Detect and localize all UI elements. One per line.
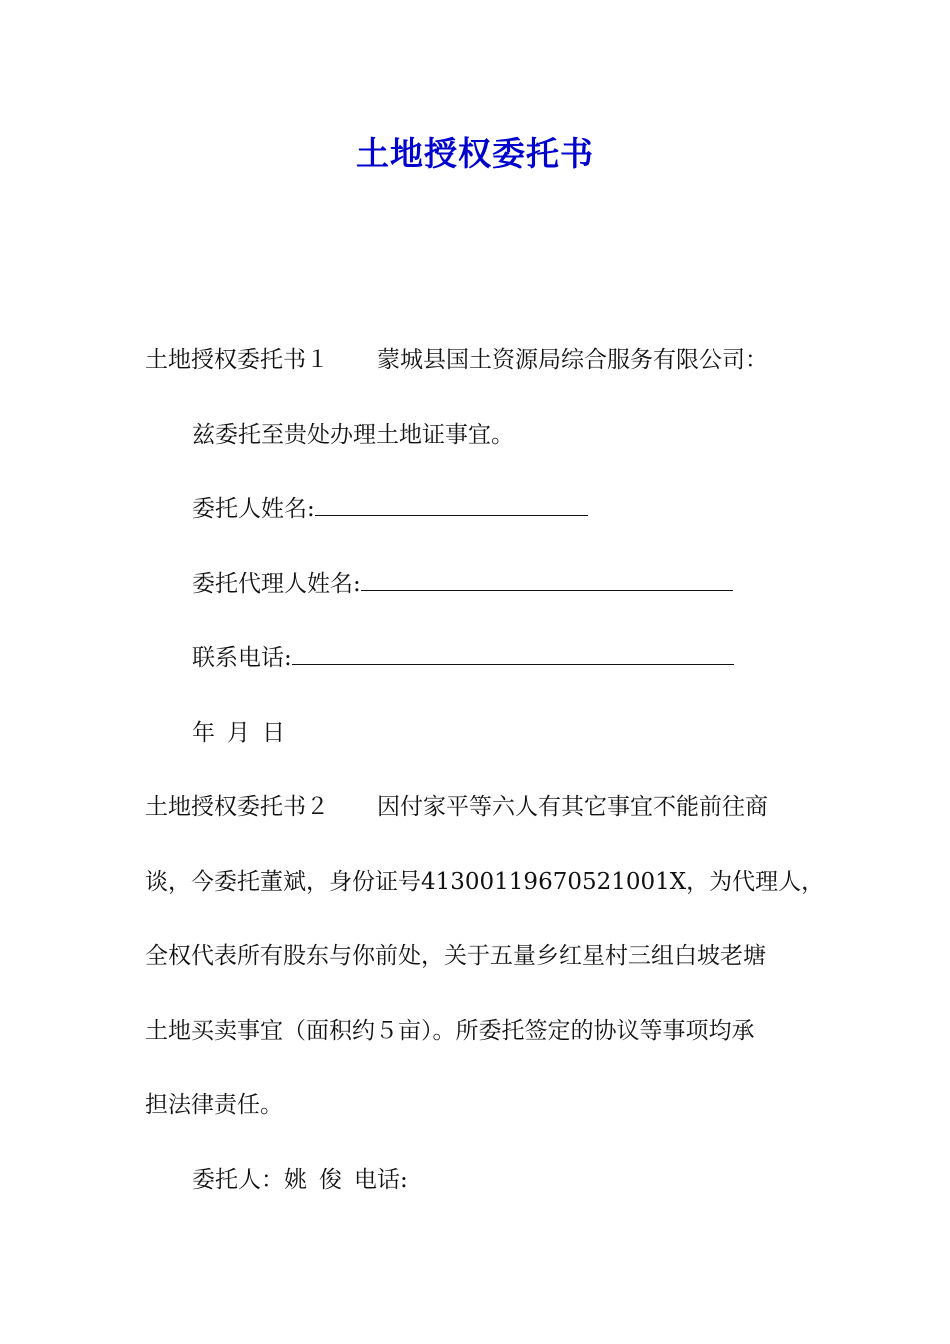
section2-principal-name-2: 俊 [319,1167,342,1193]
date-year: 年 [192,720,215,746]
section2-line4: 土地买卖事宜（面积约５亩）。所委托签定的协议等事项均承 [145,1018,755,1044]
section2-principal-line [192,1165,408,1195]
section2-principal-label: 委托人： [192,1167,284,1193]
phone-label: 联系电话: [192,645,292,671]
phone-line [192,643,734,673]
document-title: 土地授权委托书 [356,134,594,173]
section2-line3: 全权代表所有股东与你前处，关于五量乡红星村三组白坡老塘 [145,943,766,969]
agent-name-blank [361,570,733,591]
section2-phone-label: 电话: [354,1167,408,1193]
principal-name-blank [315,495,588,516]
section1-heading: 土地授权委托书１ [145,347,329,373]
section1-body: 兹委托至贵处办理土地证事宜。 [192,422,514,448]
phone-blank [292,644,734,665]
section1-first-line [145,345,768,375]
date-line [192,718,285,748]
principal-name-line [192,494,588,524]
agent-name-line [192,569,733,599]
section2-line5: 担法律责任。 [145,1092,283,1118]
principal-name-label: 委托人姓名: [192,496,315,522]
date-day: 日 [262,720,285,746]
section2-first-line [145,792,768,822]
section1-addressee: 蒙城县国土资源局综合服务有限公司： [377,347,768,373]
date-month: 月 [227,720,250,746]
agent-name-label: 委托代理人姓名: [192,571,361,597]
section2-heading: 土地授权委托书２ [145,794,329,820]
section2-line1: 因付家平等六人有其它事宜不能前往商 [377,794,768,820]
section2-line2: 谈，今委托董斌，身份证号41300119670521001X，为代理人， [145,869,825,895]
section2-principal-name-1: 姚 [284,1167,307,1193]
